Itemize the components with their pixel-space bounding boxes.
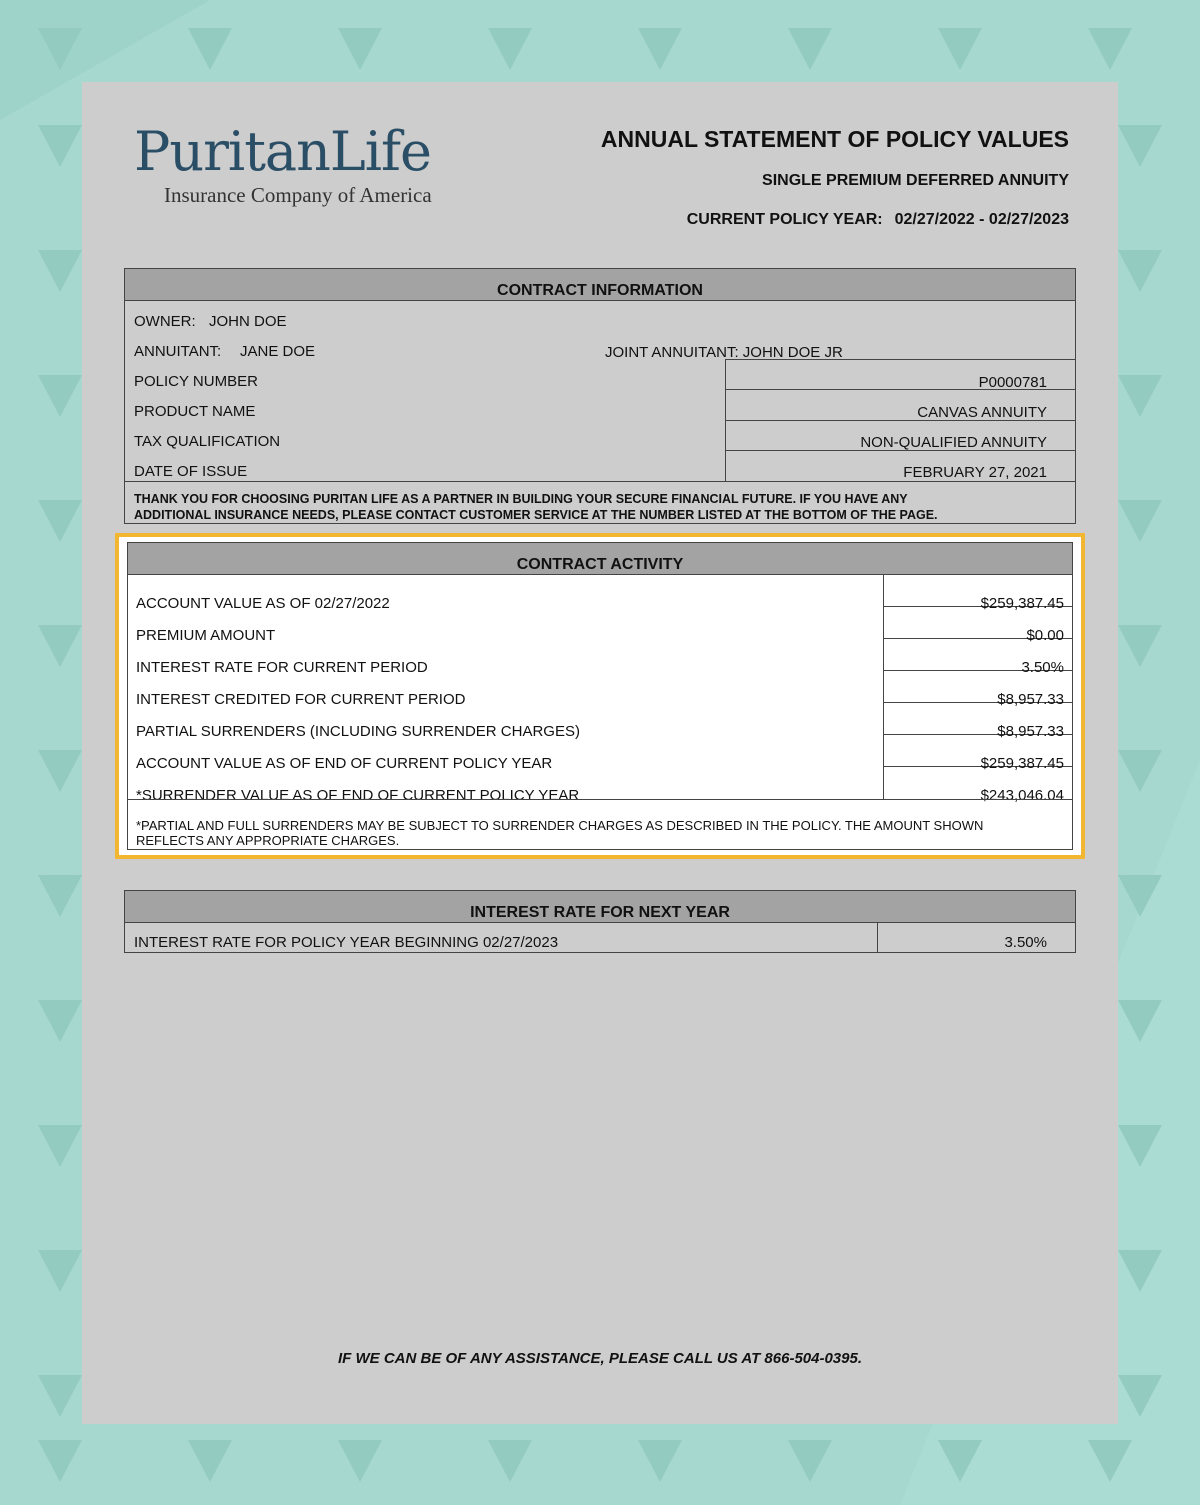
statement-title: ANNUAL STATEMENT OF POLICY VALUES xyxy=(600,126,1069,152)
activity-row-label: ACCOUNT VALUE AS OF 02/27/2022 xyxy=(136,595,390,612)
surrender-note-line-2: REFLECTS ANY APPROPRIATE CHARGES. xyxy=(136,833,400,848)
contract-information-title: CONTRACT INFORMATION xyxy=(125,269,1075,301)
activity-row-label: INTEREST CREDITED FOR CURRENT PERIOD xyxy=(136,691,466,708)
assistance-footer: IF WE CAN BE OF ANY ASSISTANCE, PLEASE CALL US AT 866-504-0395. xyxy=(338,1350,862,1367)
next-year-rate-values xyxy=(877,923,1075,952)
policy-year-value: 02/27/2022 - 02/27/2023 xyxy=(894,211,1069,228)
next-year-rate-section xyxy=(124,890,1076,953)
surrender-note xyxy=(128,799,1072,849)
thank-you-note-line-1: THANK YOU FOR CHOOSING PURITAN LIFE AS A PARTNER IN BUILDING YOUR SECURE FINANCIAL FUTURE. IF YOU HAVE ANY xyxy=(134,492,908,506)
activity-row-value: $259,387.45 xyxy=(980,755,1064,772)
product-name-value: CANVAS ANNUITY xyxy=(917,404,1047,421)
policy-number-label: POLICY NUMBER xyxy=(134,373,258,390)
policy-number-value: P0000781 xyxy=(978,374,1047,391)
owner-value: JOHN DOE xyxy=(209,313,287,330)
thank-you-note xyxy=(125,481,1075,523)
activity-row-value: $8,957.33 xyxy=(997,691,1064,708)
next-year-rate-value: 3.50% xyxy=(1004,934,1047,951)
activity-row-value: $8,957.33 xyxy=(997,723,1064,740)
surrender-note-line-1: *PARTIAL AND FULL SURRENDERS MAY BE SUBJECT TO SURRENDER CHARGES AS DESCRIBED IN THE POLICY. THE AMOUNT SHOWN xyxy=(136,818,984,833)
activity-row-label: *SURRENDER VALUE AS OF END OF CURRENT POLICY YEAR xyxy=(136,787,580,804)
activity-row-label: INTEREST RATE FOR CURRENT PERIOD xyxy=(136,659,428,676)
product-type: SINGLE PREMIUM DEFERRED ANNUITY xyxy=(762,172,1069,189)
product-name-label: PRODUCT NAME xyxy=(134,403,256,420)
activity-row-label: PARTIAL SURRENDERS (INCLUDING SURRENDER CHARGES) xyxy=(136,723,580,740)
contract-activity-section xyxy=(127,542,1073,850)
date-of-issue-label: DATE OF ISSUE xyxy=(134,463,248,480)
brand-subtitle: Insurance Company of America xyxy=(164,183,432,207)
next-year-rate-title: INTEREST RATE FOR NEXT YEAR xyxy=(125,891,1075,923)
contract-info-values xyxy=(725,359,1075,481)
activity-row-value: $259,387.45 xyxy=(980,595,1064,612)
activity-row-label: ACCOUNT VALUE AS OF END OF CURRENT POLICY YEAR xyxy=(136,755,553,772)
tax-qualification-label: TAX QUALIFICATION xyxy=(134,433,281,450)
activity-row-value: $0.00 xyxy=(1026,627,1064,644)
annuitant-label: ANNUITANT: xyxy=(134,343,222,360)
activity-row-value: 3.50% xyxy=(1021,659,1064,676)
contract-information-section xyxy=(124,268,1076,524)
brand-logo: PuritanLife xyxy=(134,120,431,183)
activity-row-label: PREMIUM AMOUNT xyxy=(136,627,276,644)
policy-year xyxy=(687,210,1069,230)
next-year-rate-label: INTEREST RATE FOR POLICY YEAR BEGINNING 02/27/2023 xyxy=(134,934,559,951)
date-of-issue-value: FEBRUARY 27, 2021 xyxy=(903,464,1047,481)
contract-activity-values xyxy=(883,575,1072,804)
contract-activity-title: CONTRACT ACTIVITY xyxy=(128,543,1072,575)
policy-year-label: CURRENT POLICY YEAR: xyxy=(686,211,883,228)
annuitant-value: JANE DOE xyxy=(240,343,316,360)
joint-annuitant: JOINT ANNUITANT: JOHN DOE JR xyxy=(605,344,843,361)
thank-you-note-line-2: ADDITIONAL INSURANCE NEEDS, PLEASE CONTACT CUSTOMER SERVICE AT THE NUMBER LISTED AT THE BOTTOM OF THE PAGE. xyxy=(134,508,938,522)
activity-row-value: $243,046.04 xyxy=(980,787,1064,804)
statement-document xyxy=(82,82,1118,1424)
contract-activity-highlight xyxy=(115,533,1085,859)
tax-qualification-value: NON-QUALIFIED ANNUITY xyxy=(860,434,1047,451)
owner-label: OWNER: xyxy=(134,313,196,330)
